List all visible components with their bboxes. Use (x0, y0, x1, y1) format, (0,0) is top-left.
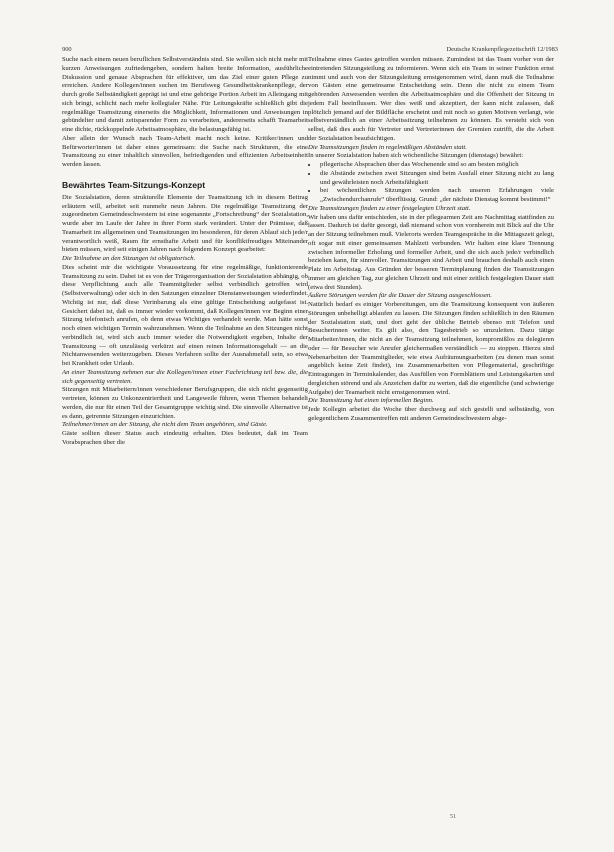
page-number: 900 (62, 46, 72, 53)
subheading: An einer Teamsitzung nehmen nur die Kollegen/innen einer Fachrichtung teil bzw. die, die sich gegenseitig vertreten. (62, 368, 308, 385)
paragraph: Natürlich bedarf es einiger Vorbereitungen, um die Teamsitzung konsequent von äußeren Störungen unbehelligt ablaufen zu lassen. Die Sitzungen finden schließlich in den Räumen der Sozialstation statt, und dort geht der übliche Betrieb ebenso mit Telefon und Besucherinnen weiter. Es gilt also, den Tagesbetrieb so umzuleiten. Dazu tätige Mitarbeiter/innen, die nicht an der Teamsitzung teilnehmen, kompromißlos zu delegieren oder — für Besucher wie Anrufer gleichermaßen verständlich — zu stoppen. Hierzu sind Nebenarbeiten der Teammitglieder, wie etwa Aufräumungsarbeiten (zu denen man sonst angeblich keine Zeit findet), ins Zusammenarbeiten von Pflegematerial, geschriftige Eintragungen in Terminkalender, das Ausfüllen von Formblättern und Leistungskarten und dergleichen störend und als Anzeichen dafür zu werten, daß die eigentliche (und schwierige Aufgabe) der Teamarbeit nicht ernstgenommen wird. (308, 301, 554, 396)
paragraph: Dies scheint mir die wichtigste Voraussetzung für eine regelmäßige, funktionierende Teamsitzung zu sein. Dabei ist es von der Trägerorganisation der Sozialstation abhängig, ob diese Verpflichtung auch alle Teammitglieder selbst verbindlich getroffen wird (Selbstverwaltung) oder sich in den Satzungen einzelner Dienstanweisungen wiederfindet. Wichtig ist nur, daß diese Verinbarung als eine gültige Entscheidung aufgefasst ist. Gesichert dabei ist, daß es immer wieder vorkommt, daß Kollegen/innen vor Beginn einer Sitzung telefonisch anrufen, ob denn etwas Wichtiges verhandelt werde. Man hätte sonst noch einen wichtigen Termin wahrzunehmen. Wenn die Teilnahme an den Sitzungen nicht verbindlich ist, wird sich auch immer wieder die Notwendigkeit ergeben, Inhalte der Teamsitzung — oft unzulässig verkürzt auf einen reinen Informationsgehalt — an die Nichtanwesenden weiterzugeben. Dieses Verfahren sollte der Ausnahmefall sein, so etwa bei Krankheit oder Urlaub. (62, 263, 308, 367)
paragraph: Sitzungen mit Mitarbeitern/innen verschiedener Berufsgruppen, die sich nicht gegenseitig vertreten, können zu Unkonzentriertheit und Langeweile führen, wenn Themen behandelt werden, die nur für einen Teil der Gesamtgruppe wichtig sind. Die sinnvolle Alternative ist es dann, getrennte Sitzungen einzurichten. (62, 386, 308, 420)
journal-title: Deutsche Krankenpflegezeitschrift 12/1983 (446, 46, 558, 53)
paragraph: Suche nach einem neuen beruflichen Selbstverständnis sind. Sie wollen sich nicht mehr mit kurzen Anweisungen zufriedengeben, sondern halten breite Information, ausführliche Diskussion und genaue Absprachen für effektiver, um das Ziel einer guten Pflege zu erreichen. Andere Kollegen/innen suchen im Berufsweg Gesundheitskrankenpflege, der durch große Selbständigkeit geprägt ist und eine gehörige Portion Arbeit im Alleingang mit sich bringt, schlicht nach mehr kollegialer Nähe. Für Leitungskräfte schließlich gibt die regelmäßige Teamsitzung einerseits die Möglichkeit, Informationen und Anweisungen in gebündelter und damit zeitsparender Form zu verarbeiten, andererseits schafft Teamarbeit eine dichte, rückkoppelnde Arbeitsatmosphäre, die belastungsfähig ist. (62, 56, 308, 133)
paragraph: Wir haben uns dafür entschieden, sie in der pflegearmen Zeit am Nachmittag stattfinden zu lassen. Dadurch ist dafür gesorgt, daß niemand schon von vornherein mit Blick auf die Uhr an der Sitzung teilnehmen muß. Vielerorts werden Teamgespräche in die Mittagszeit gelegt, oft sogar mit einer gemeinsamen Mahlzeit verbunden. Wir halten eine klare Trennung zwischen informeller Erholung und formeller Arbeit, und die sich auch jede/r verbindlich beziehen kann, für sinnvoller. Teamsitzungen sind Arbeit und brauchen deshalb auch einen Platz im Arbeitstag. Aus Gründen der besseren Terminplanung finden die Teamsitzungen immer am gleichen Tag, zur gleichen Uhrzeit und mit einer zeitlich festgelegten Dauer statt (etwa drei Stunden). (308, 213, 554, 291)
subheading: Die Teamsitzungen finden in regelmäßigen Abständen statt. (308, 143, 467, 151)
paragraph: Teilnahme eines Gastes getroffen werden müssen. Zumindest ist das Team vorher von der eintretenden Sitzungsteilung zu informieren. Wenn sich ein Team in seiner Funktion ernst nimmt und auch von der Sitzungsleitung ernstgenommen wird, dann muß die Teilnahme von Gästen eine gemeinsame Entscheidung sein. Denn die nicht zu einem Team gehörenden Anwesenden werden die Arbeitsatmosphäre und die Offenheit der Sitzung in jedem Fall beeinflussen. Wer dies weiß und akzeptiert, der kann nicht zulassen, daß plötzlich jemand auf der Bildfläche erscheint und mit noch so guten Motiven verlangt, wie selbstverständlich an einer Arbeitssitzung teilnehmen zu können. Es versteht sich von selbst, daß dies auch für Vertreter und Vertreterinnen der Gremien zutrifft, die die Arbeit der Sozialstation beaufsichtigen. (308, 56, 554, 142)
subheading: Die Teamsitzungen finden zu einer festgelegten Uhrzeit statt. (308, 204, 471, 212)
footer-mark: 51 (450, 814, 456, 820)
right-column (308, 56, 554, 424)
paragraph: In unserer Sozialstation haben sich wöchentliche Sitzungen (dienstags) bewährt: (308, 152, 524, 160)
list-item: • pflegerische Absprachen über das Wochenende sind so am besten möglich (318, 161, 554, 170)
section-heading: Bewährtes Team-Sitzungs-Konzept (62, 179, 206, 190)
subheading: Die Teilnahme an den Sitzungen ist obligatorisch. (62, 255, 196, 262)
list-item: • bei wöchentlichen Sitzungen werden nach unseren Erfahrungen viele „Zwischendurchanrufe“ überflüssig. Grund: „der nächste Dienstag kommt bestimmt!“ (318, 187, 554, 205)
paragraph: Aber allein der Wunsch nach Team-Arbeit macht noch keine. Kritiker/innen und Befürworter/innen ist daher eines gemeinsam: die Suche nach Strukturen, die eine Teamsitzung zu einer inhaltlich sinnvollen, befriedigenden und effizienten Arbeitseinheit werden lassen. (62, 134, 308, 168)
paragraph: Jede Kollegin arbeitet die Woche über durchweg auf sich gestellt und selbständig, von gelegentlichem Zusammentreffen mit anderen Gemeindeschwestern abge- (308, 406, 554, 422)
paragraph: Die Sozialstation, deren strukturelle Elemente der Teamsitzung ich in diesem Beitrag erläutern will, arbeitet seit nunmehr neun Jahren. Die regelmäßige Teamsitzung der zugeordneten Gemeindeschwestern ist eine sogenannte „Fortschreibung“ der Sozialstation, wurde aber im Laufe der Jahre in ihrer Form stark verändert. Unter der Prämisse, daß Teamarbeit im allgemeinen und Teamsitzungen im besonderen, für deren Ablauf sich jede/r verantwortlich weiß, Raum für ernsthafte Arbeit und für konfliktfreudiges Miteinander bieten müssen, wird seit einigen Jahren nach folgendem Konzept gearbeitet: (62, 193, 308, 254)
subheading: Äußere Störungen werden für die Dauer der Sitzung ausgeschlossen. (308, 292, 492, 300)
left-column (62, 56, 308, 448)
subheading: Teilnehmer/innen an der Sitzung, die nicht dem Team angehören, sind Gäste. (62, 421, 268, 429)
subheading: Die Teamsitzung hat einen informellen Beginn. (308, 397, 434, 405)
list-item: • die Abstände zwischen zwei Sitzungen sind beim Ausfall einer Sitzung nicht zu lang und gewährleisten noch Arbeitsfähigkeit (318, 170, 554, 188)
paragraph: Gäste sollten dieser Status auch eindeutig erhalten. Dies bedeutet, daß im Team Vorabsprachen über die (62, 430, 308, 446)
page-header (62, 46, 558, 54)
bullet-list (318, 161, 554, 205)
